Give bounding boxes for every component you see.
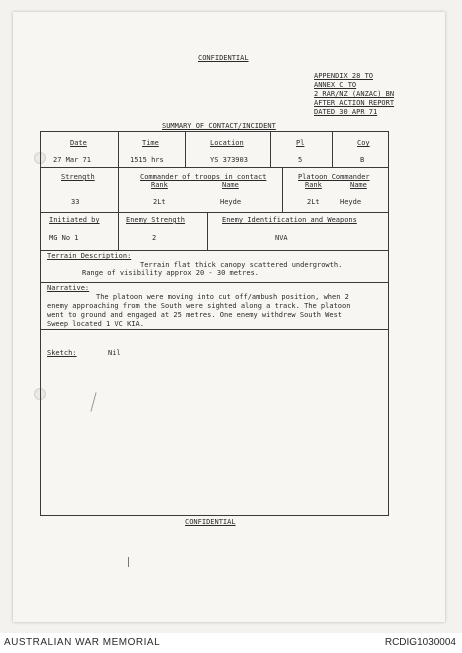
appendix-line-3: 2 RAR/NZ (ANZAC) BN (314, 90, 395, 98)
initiated-value: MG No 1 (49, 234, 79, 242)
coy-label: Coy (357, 139, 370, 147)
form-title: SUMMARY OF CONTACT/INCIDENT (162, 122, 276, 130)
strength-value: 33 (71, 198, 80, 206)
sketch-label: Sketch: (47, 349, 77, 357)
coy-value: B (360, 156, 365, 164)
archive-id: RCDIG1030004 (384, 637, 456, 648)
enemy-id-label: Enemy Identification and Weapons (222, 216, 357, 224)
sketch-value: Nil (108, 349, 121, 357)
enemy-id-value: NVA (275, 234, 288, 242)
commander-name-label: Name (222, 181, 239, 189)
strength-label: Strength (61, 173, 95, 181)
appendix-line-5: DATED 30 APR 71 (314, 108, 378, 116)
narrative-label: Narrative: (47, 284, 90, 292)
time-label: Time (142, 139, 159, 147)
terrain-line-2: Range of visibility approx 20 - 30 metres. (82, 269, 260, 277)
platoon-rank-label: Rank (305, 181, 322, 189)
narrative-line-1: The platoon were moving into cut off/ambush position, when 2 (96, 293, 349, 301)
date-value: 27 Mar 71 (53, 156, 91, 164)
narrative-line-3: went to ground and engaged at 25 metres. One enemy withdrew South West (47, 311, 343, 319)
appendix-line-1: APPENDIX 28 TO (314, 72, 374, 80)
appendix-line-4: AFTER ACTION REPORT (314, 99, 395, 107)
archive-name: AUSTRALIAN WAR MEMORIAL (4, 637, 161, 648)
appendix-line-2: ANNEX C TO (314, 81, 357, 89)
platoon-commander-label: Platoon Commander (298, 173, 370, 181)
initiated-label: Initiated by (49, 216, 100, 224)
time-value: 1515 hrs (130, 156, 164, 164)
platoon-name-label: Name (350, 181, 367, 189)
terrain-line-1: Terrain flat thick canopy scattered undergrowth. (140, 261, 343, 269)
narrative-line-4: Sweep located 1 VC KIA. (47, 320, 144, 328)
commander-name: Heyde (220, 198, 242, 206)
enemy-strength-label: Enemy Strength (126, 216, 186, 224)
commander-rank: 2Lt (153, 198, 166, 206)
commander-label: Commander of troops in contact (140, 173, 267, 181)
enemy-strength-value: 2 (152, 234, 157, 242)
pl-label: Pl (296, 139, 305, 147)
terrain-label: Terrain Description: (47, 252, 132, 260)
location-label: Location (210, 139, 244, 147)
date-label: Date (70, 139, 87, 147)
platoon-rank: 2Lt (307, 198, 320, 206)
commander-rank-label: Rank (151, 181, 168, 189)
classification-top: CONFIDENTIAL (198, 54, 249, 62)
archive-footer (0, 633, 462, 653)
narrative-line-2: enemy approaching from the South were sighted along a track. The platoon (47, 302, 351, 310)
classification-bottom: CONFIDENTIAL (185, 518, 236, 526)
location-value: YS 373903 (210, 156, 248, 164)
pen-mark (128, 557, 129, 567)
platoon-name: Heyde (340, 198, 362, 206)
pl-value: 5 (298, 156, 303, 164)
